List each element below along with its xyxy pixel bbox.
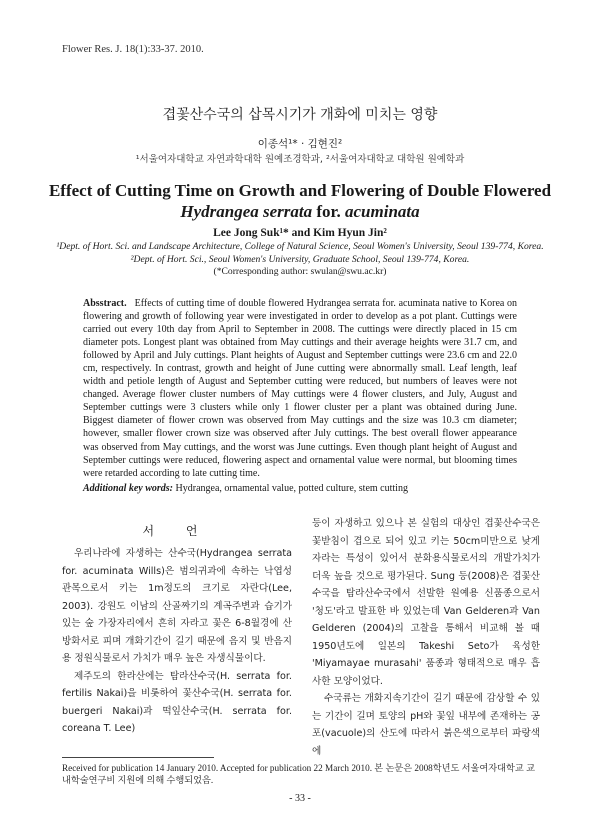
english-affiliation-2: ²Dept. of Hort. Sci., Seoul Women's University, Graduate School, Seoul 139-774, Korea. [130,253,470,265]
keywords [83,483,517,494]
english-title-genus: Hydrangea serrata [180,202,313,221]
keywords-label: Additional key words: [83,483,174,494]
section-heading: 서 언 [142,524,212,538]
abstract-label: Absstract. [83,298,127,309]
body-paragraph: 수국류는 개화지속기간이 길기 때문에 감상할 수 있는 기간이 길며 토양의 pH와 꽃잎 내부에 존재하는 공포(vacuole)의 산도에 따라서 붉은색으로부터 파랑색에 [312,693,540,757]
footnote-divider [62,757,214,758]
journal-reference: Flower Res. J. 18(1):33-37. 2010. [62,44,204,55]
english-authors: Lee Jong Suk¹* and Kim Hyun Jin² [213,227,387,239]
korean-authors: 이종석¹* · 김현진² [257,138,343,150]
body-paragraph: 제주도의 한라산에는 탐라산수국(H. serrata for. fertilis Nakai)을 비롯하여 꽃산수국(H. serrata for. buergeri Nakai)과 떡잎산수국(H. serrata for. coreana T. Lee) [62,670,292,734]
body-paragraph: 등이 자생하고 있으나 본 실험의 대상인 겹꽃산수국은 꽃받침이 겹으로 되어 있고 키는 50cm미만으로 낮게 자라는 특성이 있어서 분화용식물로서의 개발가치가 더욱 높을 것으로 평가된다. Sung 등(2008)은 겹꽃산수국을 탐라산수국에서 선발한 원예용 신품종으로서 '청도'라고 발표한 바 있었는데 Van Gelderen과 Van Gelderen (2004)의 고찰을 통해서 비교해 볼 때 1950년도에 일본의 Takeshi Seto가 육성한 'Miyamayae murasahi' 품종과 형태적으로 매우 흡사한 모양이었다. [312,518,540,687]
english-title [0,180,600,222]
body-column-left [62,545,292,738]
english-title-for: for. [312,202,346,221]
footnote: Received for publication 14 January 2010. Accepted for publication 22 March 2010. 본 논문은 2008학년도 서울여자대학교 교내학술연구비 지원에 의해 수행되었음. [62,763,535,785]
english-title-line1: Effect of Cutting Time on Growth and Flowering of Double Flowered [48,181,552,200]
abstract [83,297,517,480]
body-paragraph: 우리나라에 자생하는 산수국(Hydrangea serrata for. acuminata Wills)은 범의귀과에 속하는 낙엽성 관목으로서 키는 1m정도의 크기로 자란다(Lee, 2003). 강원도 이남의 산골짜기의 계곡주변과 습기가 있는 숲 가장자리에서 흔히 자라고 꽃은 6-8월경에 산방화서로 피며 개화기간이 길기 때문에 음지 및 반음지용 정원식물로서 가치가 매우 높은 자생식물이다. [62,548,292,664]
korean-title: 겹꽃산수국의 삽목시기가 개화에 미치는 영향 [162,107,438,123]
abstract-text: Effects of cutting time of double flowered Hydrangea serrata for. acuminata native to Korea on flowering and growth of following year were investigated in order to develop as a pot plant. Cuttings were carried out every 10th day from April to September in 2008. The cuttings were directly placed in 15 cm diameter pots. Longest plant was obtained from May cuttings and their average heights were 31.7 cm, and followed by April and July cuttings. Plant heights of August and September cuttings were 23.6 cm and 22.0 cm, respectively. In contrast, growth and height of June cutting were abnormally small. Leaf length, leaf width and petiole length of August and September cutting were reduced, but numbers of leaves were not changed. Average flower cluster numbers of May cuttings were 4 flower clusters, and July, August and September cuttings were 3 clusters while only 1 flower cluster per a plant was obtained during June. Biggest diameter of flower crown was observed from May cuttings and the size was 10.3 cm diameter; however, smaller flower crown size was observed after July cuttings. The best overall flower appearance was observed from May cuttings, and the worst was June cuttings. Even though plant height of August and September cuttings were reduced, flowering aspect and ornamental value were normal, but blooming times were retarded according to late cutting time. [83,298,518,479]
korean-affiliation: ¹서울여자대학교 자연과학대학 원예조경학과, ²서울여자대학교 대학원 원예학과 [135,154,465,165]
english-title-line2 [0,201,600,222]
body-column-right [312,515,540,760]
keywords-text: Hydrangea, ornamental value, potted culture, stem cutting [173,483,408,494]
page-number: - 33 - [289,793,311,804]
english-affiliation-1: ¹Dept. of Hort. Sci. and Landscape Architecture, College of Natural Science, Seoul Women's University, Seoul 139-774, Korea. [56,241,544,252]
english-title-form: acuminata [345,202,420,221]
english-affiliations [0,241,600,266]
corresponding-author: (*Corresponding author: swulan@swu.ac.kr) [213,266,387,277]
